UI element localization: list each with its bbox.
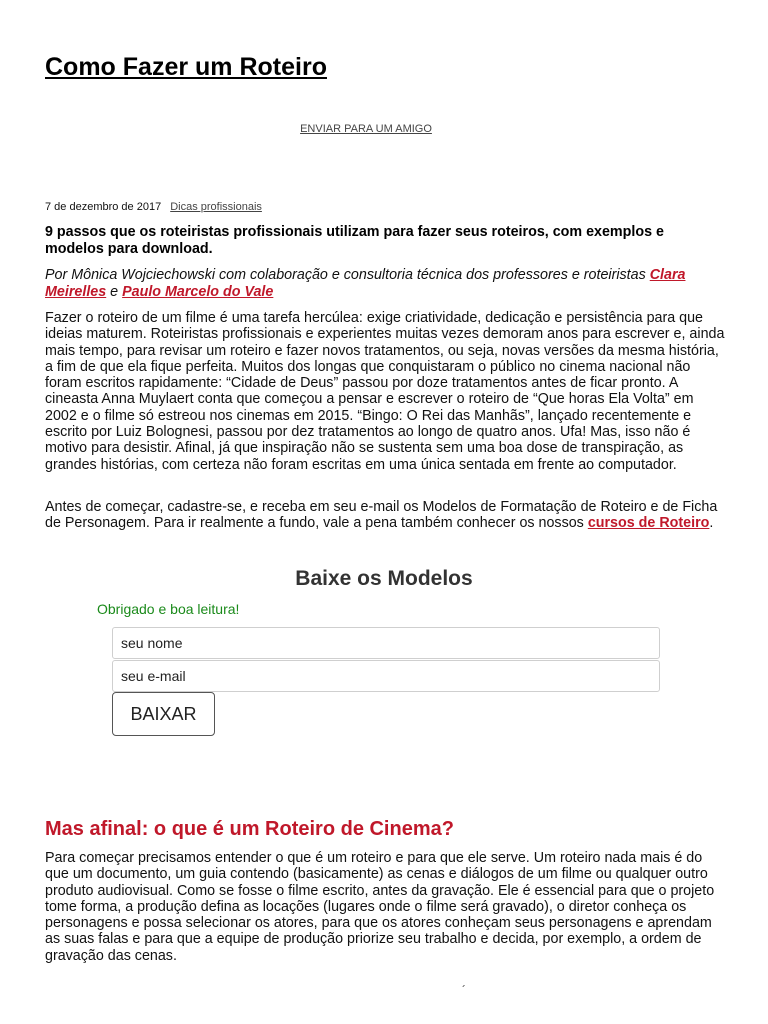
author-link-paulo[interactable]: Paulo Marcelo do Vale [122, 283, 274, 300]
trailing-mark: ´ [462, 983, 466, 997]
intro-paragraph: Fazer o roteiro de um filme é uma tarefa hercúlea: exige criatividade, dedicação e persistência para que ideias maturem. Roteiristas profissionais e experientes muitas vezes demoram anos para escrever e, ainda mais tempo, para revisar um roteiro e fazer novos tratamentos, ou seja, novas versões da mesma história, a fim de que ela fique perfeita. Muitos dos longas que conquistaram o público no cinema nacional não foram escritos rapidamente: “Cidade de Deus” passou por doze tratamentos antes de ficar pronto. A cineasta Anna Muylaert conta que começou a pensar e escrever o roteiro de “Que horas Ela Volta” em 2002 e o filme só estreou nos cinemas em 2015. “Bingo: O Rei das Manhãs”, lançado recentemente e escrito por Luiz Bolognesi, passou por dez tratamentos ao longo de quatro anos. Ufa! Mas, isso não é motivo para desistir. Afinal, já que inspiração não se sustenta sem uma boa dose de transpiração, as grandes histórias, com certeza não foram escritas em uma única sentada em frente ao computador. [45, 310, 725, 473]
download-form-title: Baixe os Modelos [295, 567, 473, 590]
page-title: Como Fazer um Roteiro [45, 53, 327, 81]
form-thanks-message: Obrigado e boa leitura! [97, 601, 240, 617]
section-heading: Mas afinal: o que é um Roteiro de Cinema? [45, 818, 454, 840]
signup-text: Antes de começar, cadastre-se, e receba em seu e-mail os Modelos de Formatação de Roteiro e de Ficha de Personagem. Para ir realmente a fundo, vale a pena também conhecer os nossos [45, 499, 718, 532]
courses-link[interactable]: cursos de Roteiro [587, 515, 710, 532]
signup-end: . [709, 515, 714, 532]
byline [45, 267, 725, 300]
download-button[interactable]: BAIXAR [112, 692, 215, 736]
byline-prefix: Por Mônica Wojciechowski com colaboração e consultoria técnica dos professores e roteiristas [45, 267, 650, 283]
article-lead: 9 passos que os roteiristas profissionais utilizam para fazer seus roteiros, com exemplos e modelos para download. [45, 224, 664, 257]
name-input[interactable] [112, 627, 660, 659]
author-link-clara[interactable]: Clara Meirelles [45, 267, 686, 300]
send-to-friend-link[interactable]: ENVIAR PARA UM AMIGO [300, 123, 432, 135]
post-meta [45, 200, 262, 214]
category-link[interactable]: Dicas profissionais [170, 201, 262, 213]
post-date: 7 de dezembro de 2017 [45, 201, 162, 213]
signup-paragraph [45, 499, 729, 532]
byline-and: e [106, 283, 123, 300]
definition-paragraph: Para começar precisamos entender o que é um roteiro e para que ele serve. Um roteiro nada mais é do que um documento, um guia contendo (basicamente) as cenas e diálogos de um filme ou qualquer outro produto audiovisual. Como se fosse o filme escrito, antes da gravação. Ele é essencial para que o projeto tome forma, a produção defina as locações (lugares onde o filme será gravado), o diretor conheça os personagens e possa selecionar os atores, para que os atores conheçam seus personagens e aprendam as suas falas e para que a equipe de produção priorize seu trabalho e decida, por exemplo, a ordem de gravação das cenas. [45, 850, 715, 964]
email-input[interactable] [112, 660, 660, 692]
